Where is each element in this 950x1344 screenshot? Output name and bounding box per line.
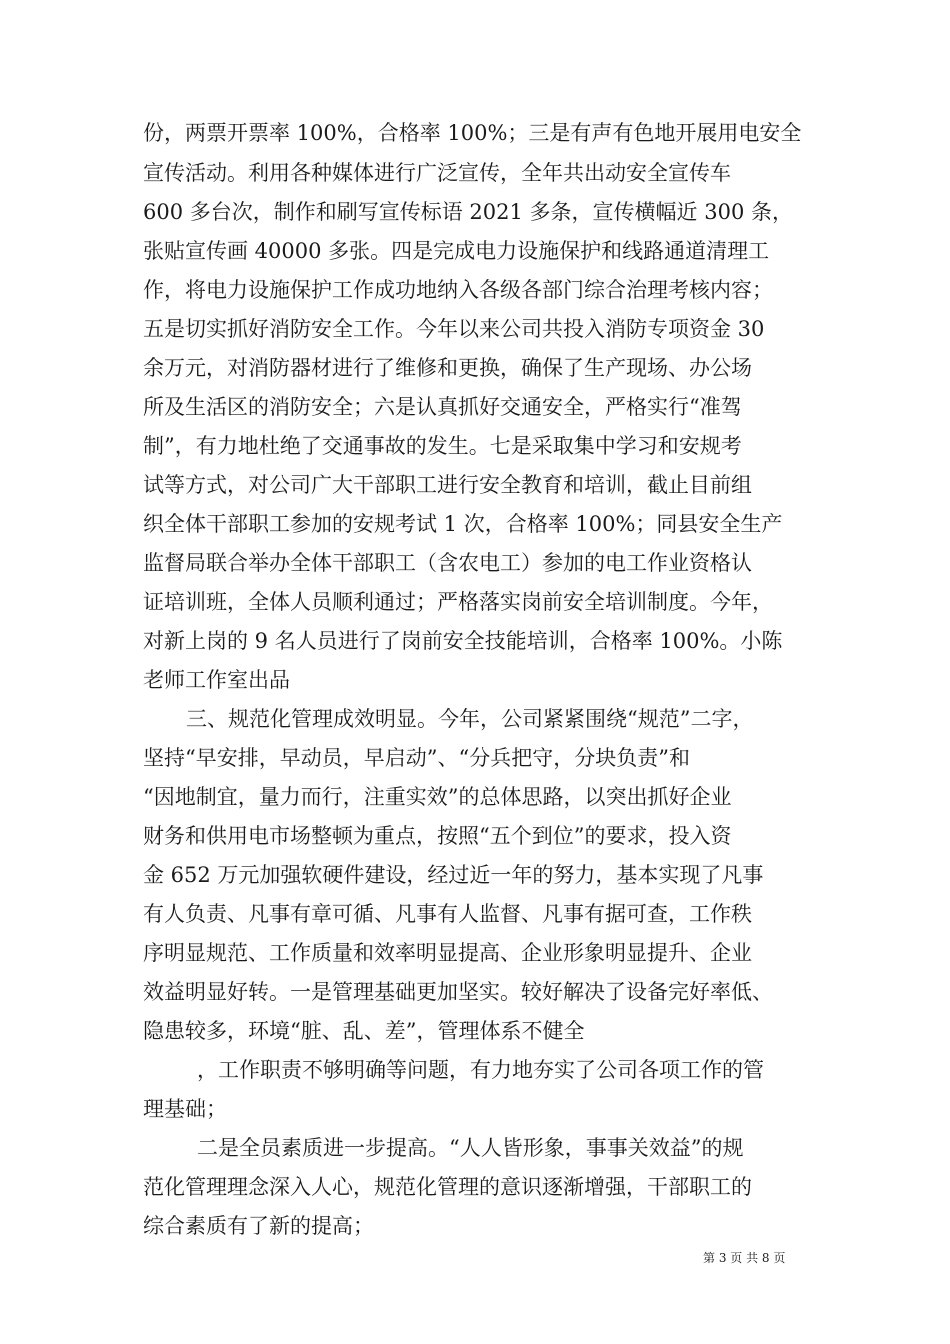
text-line: “因地制宜，量力而行，注重实效”的总体思路，以突出抓好企业 xyxy=(143,785,732,809)
text-line: 坚持“早安排，早动员，早启动”、“分兵把守，分块负责”和 xyxy=(143,746,690,770)
text-line: 余万元，对消防器材进行了维修和更换，确保了生产现场、办公场 xyxy=(143,356,752,380)
text-line: 老师工作室出品 xyxy=(143,668,290,692)
text-line: 试等方式，对公司广大干部职工进行安全教育和培训，截止目前组 xyxy=(143,473,752,497)
text-line: 三、规范化管理成效明显。今年，公司紧紧围绕“规范”二字， xyxy=(186,707,754,731)
text-line: 效益明显好转。一是管理基础更加坚实。较好解决了设备完好率低、 xyxy=(143,980,773,1004)
text-line: 所及生活区的消防安全；六是认真抓好交通安全，严格实行“准驾 xyxy=(143,395,742,419)
text-line: 综合素质有了新的提高； xyxy=(143,1214,374,1238)
text-line: 对新上岗的 9 名人员进行了岗前安全技能培训，合格率 100%。小陈 xyxy=(143,629,783,653)
text-line: 二是全员素质进一步提高。“人人皆形象，事事关效益”的规 xyxy=(197,1136,744,1160)
text-line: 财务和供用电市场整顿为重点，按照“五个到位”的要求，投入资 xyxy=(143,824,732,848)
text-line: 证培训班，全体人员顺利通过；严格落实岗前安全培训制度。今年， xyxy=(143,590,773,614)
text-line: 监督局联合举办全体干部职工（含农电工）参加的电工作业资格认 xyxy=(143,551,752,575)
text-line: 有人负责、凡事有章可循、凡事有人监督、凡事有据可查，工作秩 xyxy=(143,902,752,926)
text-line: 序明显规范、工作质量和效率明显提高、企业形象明显提升、企业 xyxy=(143,941,752,965)
text-line: 份，两票开票率 100%，合格率 100%；三是有声有色地开展用电安全 xyxy=(143,121,802,145)
text-line: 范化管理理念深入人心，规范化管理的意识逐渐增强，干部职工的 xyxy=(143,1175,752,1199)
text-line: ，工作职责不够明确等问题，有力地夯实了公司各项工作的管 xyxy=(197,1058,764,1082)
text-line: 织全体干部职工参加的安规考试 1 次，合格率 100%；同县安全生产 xyxy=(143,512,783,536)
text-line: 理基础； xyxy=(143,1097,227,1121)
text-line: 作，将电力设施保护工作成功地纳入各级各部门综合治理考核内容； xyxy=(143,278,773,302)
text-line: 张贴宣传画 40000 多张。四是完成电力设施保护和线路通道清理工 xyxy=(143,239,770,263)
text-line: 600 多台次，制作和刷写宣传标语 2021 多条，宣传横幅近 300 条， xyxy=(143,200,793,224)
text-line: 五是切实抓好消防安全工作。今年以来公司共投入消防专项资金 30 xyxy=(143,317,765,341)
page-number-footer: 第 3 页 共 8 页 xyxy=(703,1251,786,1265)
text-line: 制”，有力地杜绝了交通事故的发生。七是采取集中学习和安规考 xyxy=(143,434,742,458)
text-line: 宣传活动。利用各种媒体进行广泛宣传，全年共出动安全宣传车 xyxy=(143,161,731,185)
text-line: 金 652 万元加强软硬件建设，经过近一年的努力，基本实现了凡事 xyxy=(143,863,764,887)
text-line: 隐患较多，环境“脏、乱、差”，管理体系不健全 xyxy=(143,1019,585,1043)
